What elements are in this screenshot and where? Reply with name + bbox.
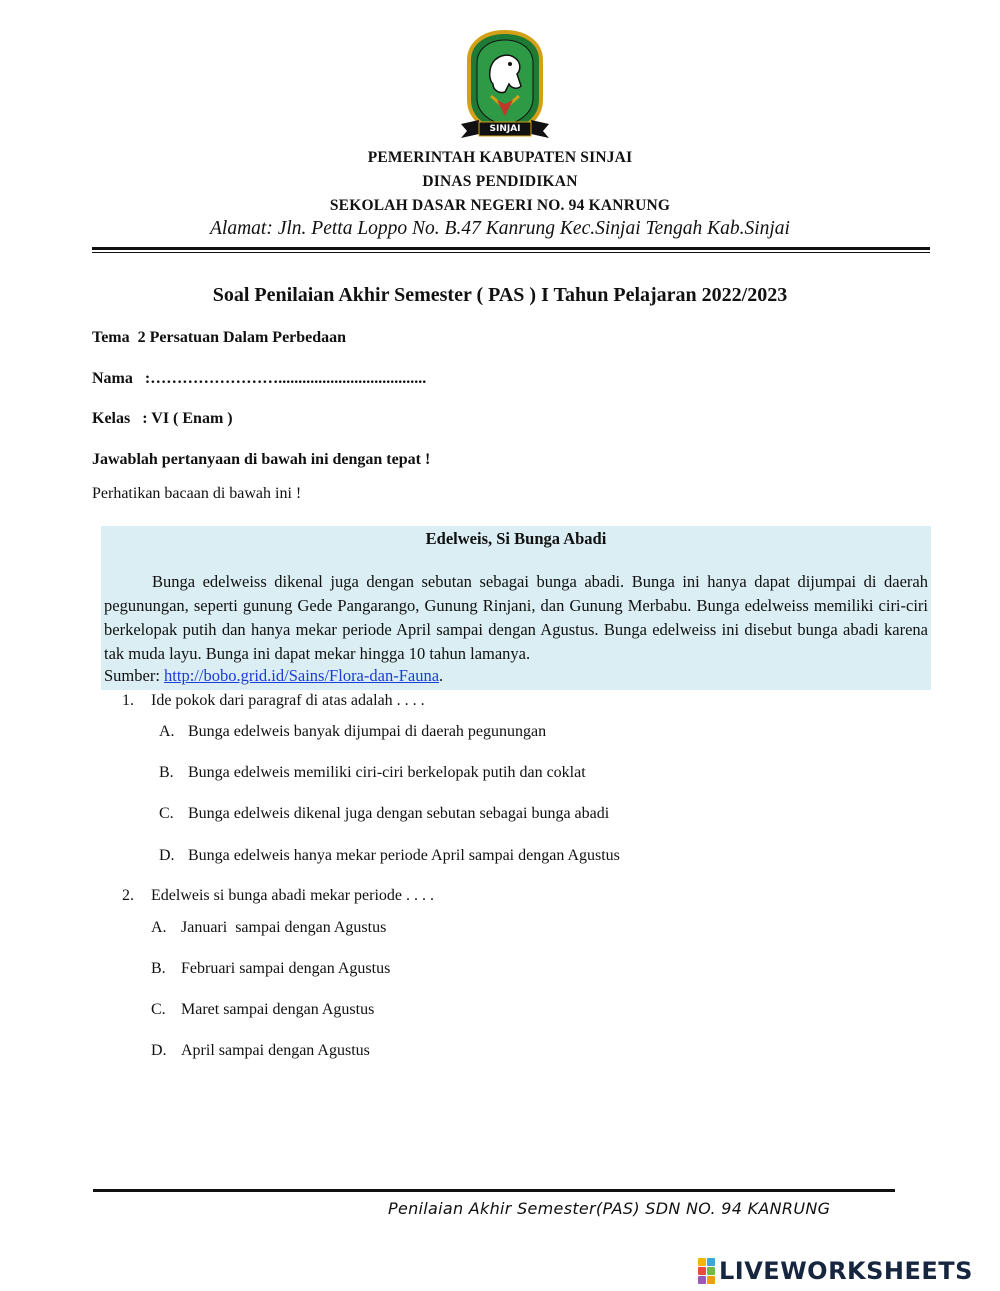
question-1-text: Ide pokok dari paragraf di atas adalah . . . . — [151, 692, 425, 709]
q2-option-b-letter: B. — [151, 960, 166, 977]
reading-paragraph: Bunga edelweiss dikenal juga dengan sebutan sebagai bunga abadi. Bunga ini hanya dapat dijumpai di daerah pegunungan, seperti gunung Gede Pangarango, Gunung Rinjani, dan Gunung Merbabu. Bunga edelweiss memiliki ciri-ciri berkelopak putih dan hanya mekar periode April sampai dengan Agustus. Bunga edelweiss ini disebut bunga abadi karena tak muda layu. Bunga ini dapat mekar hingga 10 tahun lamanya. — [104, 572, 928, 663]
footer-rule — [93, 1189, 895, 1192]
footer-text: Penilaian Akhir Semester(PAS) SDN NO. 94 KANRUNG — [388, 1199, 831, 1218]
question-2-text: Edelweis si bunga abadi mekar periode . . . . — [151, 887, 435, 904]
student-class-field: Kelas : VI ( Enam ) — [92, 410, 233, 427]
q1-option-b[interactable]: Bunga edelweis memiliki ciri-ciri berkelopak putih dan coklat — [188, 764, 586, 781]
header-department: DINAS PENDIDIKAN — [422, 173, 578, 190]
exam-instruction: Jawablah pertanyaan di bawah ini dengan tepat ! — [92, 451, 431, 468]
header-school: SEKOLAH DASAR NEGERI NO. 94 KANRUNG — [329, 197, 671, 214]
q1-option-d[interactable]: Bunga edelweis hanya mekar periode April sampai dengan Agustus — [188, 847, 620, 864]
liveworksheets-logo — [698, 1257, 973, 1285]
student-name-field: Nama :……………………..................................... — [92, 370, 427, 387]
logo-block — [707, 1258, 715, 1266]
source-end: . — [439, 666, 444, 685]
logo-block — [698, 1276, 706, 1284]
q1-option-c[interactable]: Bunga edelweis dikenal juga dengan sebutan sebagai bunga abadi — [188, 805, 610, 822]
q1-option-c-letter: C. — [159, 805, 174, 822]
source-label: Sumber: — [104, 666, 165, 685]
liveworksheets-wordmark: LIVEWORKSHEETS — [719, 1257, 973, 1285]
q1-option-d-letter: D. — [159, 847, 175, 864]
q2-option-b[interactable]: Februari sampai dengan Agustus — [181, 960, 391, 977]
reading-source — [104, 666, 443, 686]
q1-option-b-letter: B. — [159, 764, 174, 781]
q2-option-c-letter: C. — [151, 1001, 166, 1018]
q2-option-d[interactable]: April sampai dengan Agustus — [181, 1042, 370, 1059]
q1-option-a-letter: A. — [159, 723, 175, 740]
logo-block — [698, 1258, 706, 1266]
reading-intro: Perhatikan bacaan di bawah ini ! — [92, 485, 302, 502]
logo-block — [698, 1267, 706, 1275]
q2-option-a[interactable]: Januari sampai dengan Agustus — [181, 919, 387, 936]
liveworksheets-logo-icon — [698, 1258, 715, 1284]
emblem-banner-text: SINJAI — [489, 124, 521, 134]
header-address: Alamat: Jln. Petta Loppo No. B.47 Kanrung Kec.Sinjai Tengah Kab.Sinjai — [210, 218, 790, 239]
school-emblem — [455, 30, 555, 145]
header-rule-thick — [92, 247, 930, 250]
header-rule-thin — [92, 252, 930, 253]
q2-option-d-letter: D. — [151, 1042, 167, 1059]
logo-block — [707, 1276, 715, 1284]
source-link[interactable]: http://bobo.grid.id/Sains/Flora-dan-Fauna — [164, 666, 440, 685]
exam-theme: Tema 2 Persatuan Dalam Perbedaan — [92, 329, 347, 346]
q2-option-a-letter: A. — [151, 919, 167, 936]
q2-option-c[interactable]: Maret sampai dengan Agustus — [181, 1001, 375, 1018]
exam-title: Soal Penilaian Akhir Semester ( PAS ) I Tahun Pelajaran 2022/2023 — [212, 284, 788, 306]
reading-title: Edelweis, Si Bunga Abadi — [425, 529, 607, 548]
question-2-number: 2. — [122, 887, 134, 904]
question-1-number: 1. — [122, 692, 134, 709]
q1-option-a[interactable]: Bunga edelweis banyak dijumpai di daerah pegunungan — [188, 723, 547, 740]
logo-block — [707, 1267, 715, 1275]
header-government: PEMERINTAH KABUPATEN SINJAI — [367, 149, 633, 166]
